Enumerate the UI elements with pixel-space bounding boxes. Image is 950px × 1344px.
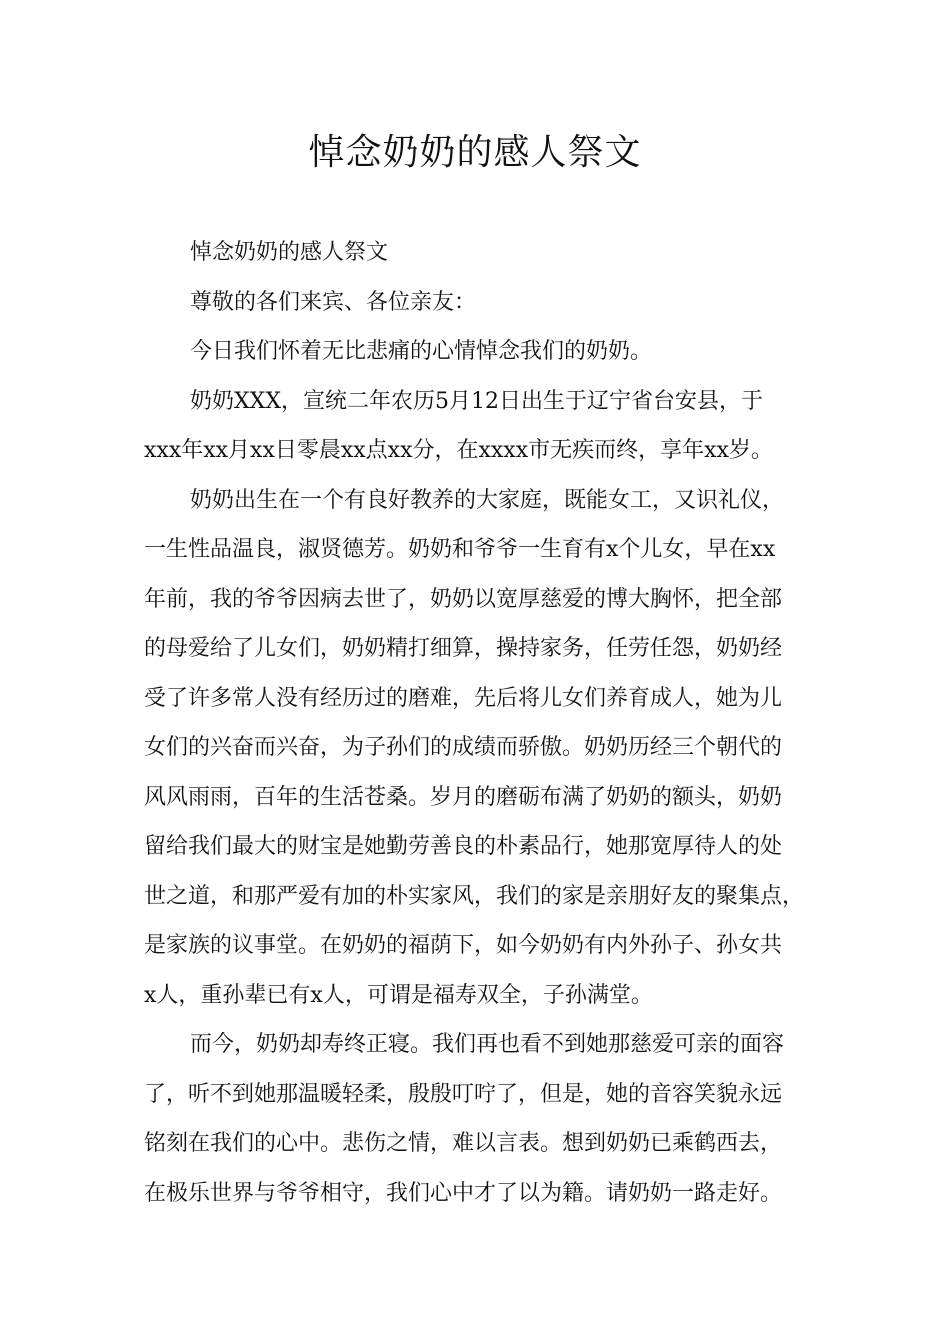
paragraph-line: 的母爱给了儿女们，奶奶精打细算，操持家务，任劳任怨，奶奶经 — [144, 636, 783, 661]
paragraph-line: 受了许多常人没有经历过的磨难，先后将儿女们养育成人，她为儿 — [144, 685, 783, 711]
document-body — [144, 228, 824, 1218]
paragraph-line: 风风雨雨，百年的生活苍桑。岁月的磨砺布满了奶奶的额头，奶奶 — [144, 784, 783, 810]
paragraph-line: 了，听不到她那温暖轻柔，殷殷叮咛了，但是，她的音容笑貌永远 — [144, 1081, 783, 1107]
paragraph-line: x人，重孙辈已有x人，可谓是福寿双全，子孙满堂。 — [144, 982, 653, 1008]
paragraph-line: 悼念奶奶的感人祭文 — [190, 240, 389, 265]
document-title: 悼念奶奶的感人祭文 — [308, 132, 642, 173]
paragraph-line: 是家族的议事堂。在奶奶的福荫下，如今奶奶有内外孙子、孙女共 — [144, 933, 783, 958]
paragraph-line: 今日我们怀着无比悲痛的心情悼念我们的奶奶。 — [190, 339, 653, 364]
paragraph-line: 世之道，和那严爱有加的朴实家风，我们的家是亲朋好友的聚集点， — [144, 883, 805, 909]
paragraph-line: 而今，奶奶却寿终正寝。我们再也看不到她那慈爱可亲的面容 — [190, 1032, 785, 1057]
paragraph-line: 铭刻在我们的心中。悲伤之情，难以言表。想到奶奶已乘鹤西去， — [144, 1131, 783, 1156]
paragraph-line: 年前，我的爷爷因病去世了，奶奶以宽厚慈爱的博大胸怀，把全部 — [144, 586, 783, 612]
paragraph-line: 尊敬的各们来宾、各位亲友： — [190, 289, 477, 315]
paragraph-line: 奶奶出生在一个有良好教养的大家庭，既能女工，又识礼仪， — [190, 487, 785, 513]
paragraph-line: 奶奶XXX，宣统二年农历5月12日出生于辽宁省台安县，于 — [190, 388, 763, 414]
paragraph-line: 一生性品温良，淑贤德芳。奶奶和爷爷一生育有x个儿女，早在xx — [144, 537, 776, 562]
paragraph-line: xxx年xx月xx日零晨xx点xx分，在xxxx市无疾而终，享年xx岁。 — [144, 438, 773, 463]
paragraph-line: 女们的兴奋而兴奋，为子孙们的成绩而骄傲。奶奶历经三个朝代的 — [144, 735, 783, 760]
paragraph-line: 在极乐世界与爷爷相守，我们心中才了以为籍。请奶奶一路走好。 — [144, 1180, 783, 1206]
paragraph-line: 留给我们最大的财宝是她勤劳善良的朴素品行，她那宽厚待人的处 — [144, 834, 783, 859]
